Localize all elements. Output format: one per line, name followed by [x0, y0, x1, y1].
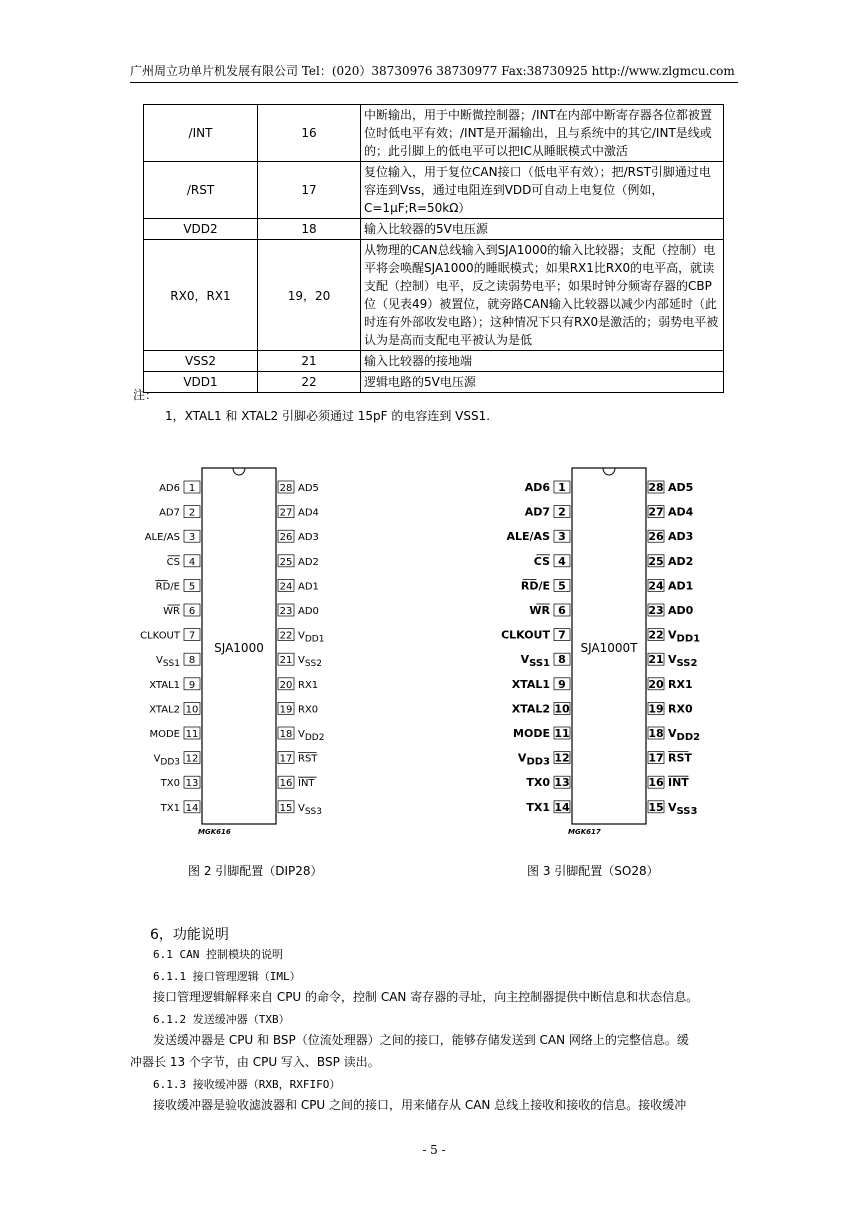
right-pin [278, 801, 322, 817]
pin-number: 8 [188, 655, 196, 667]
left-pin [512, 678, 570, 691]
right-pin [648, 801, 697, 817]
pin-number: 11 [554, 727, 570, 740]
right-pin [648, 555, 693, 568]
pin-number: 27 [279, 507, 293, 519]
left-pin [159, 506, 200, 519]
pin-label: VDD2 [668, 727, 701, 743]
chip-dip28 [140, 468, 324, 836]
table-row [144, 105, 724, 162]
pin-number: 19，20 [258, 240, 361, 351]
left-pin [155, 579, 200, 592]
pin-label: AD0 [668, 604, 694, 617]
pin-number: 12 [554, 751, 570, 765]
left-pin [149, 678, 200, 691]
pin-label: RD/E [520, 579, 550, 593]
pin-number: 22 [258, 372, 361, 393]
left-pin [140, 629, 200, 642]
chip-code: MGK617 [568, 828, 601, 836]
pin-number: 6 [188, 606, 196, 617]
pin-number: 16 [648, 776, 664, 790]
table-row [144, 240, 724, 351]
pin-number: 17 [258, 162, 361, 219]
pin-number: 14 [554, 800, 570, 814]
pin-label: VDD2 [298, 729, 325, 743]
note-label: 注： [133, 388, 158, 402]
pin-label: RX1 [668, 677, 693, 691]
paragraph-6-1-2-line2: 冲器长 13 个字节，由 CPU 写入、BSP 读出。 [130, 1055, 380, 1069]
pin-label: INT [298, 778, 315, 790]
pin-number: 15 [279, 802, 293, 814]
left-pin [526, 801, 570, 814]
pin-number: 23 [648, 604, 664, 617]
right-pin [648, 653, 697, 669]
pin-number: 15 [648, 800, 664, 814]
pin-number: 6 [558, 604, 566, 617]
right-pin [648, 727, 700, 743]
pin-label: AD0 [298, 606, 319, 617]
right-pin [648, 506, 694, 519]
pin-label: TX1 [526, 800, 550, 814]
right-pin [278, 604, 319, 617]
note-item: 1，XTAL1 和 XTAL2 引脚必须通过 15pF 的电容连到 VSS1. [165, 409, 491, 423]
right-pin [278, 702, 318, 715]
left-pin [149, 702, 200, 715]
pin-number: 21 [648, 653, 664, 667]
pin-label: AD7 [159, 507, 180, 519]
right-pin [278, 481, 319, 494]
left-pin [521, 579, 570, 592]
pin-label: VDD3 [153, 753, 180, 768]
pin-label: AD4 [298, 507, 319, 519]
pin-number: 7 [188, 630, 196, 642]
pin-label: VSS1 [520, 653, 550, 670]
chip-code: MGK616 [198, 828, 231, 836]
pin-label: AD7 [524, 505, 550, 519]
pin-label: AD2 [298, 556, 319, 568]
right-pin [648, 702, 693, 715]
right-pin [648, 678, 693, 691]
pin-name: VSS2 [144, 351, 258, 372]
pin-number: 20 [648, 677, 664, 691]
pin-label: MODE [513, 727, 550, 740]
pin-name: RX0，RX1 [144, 240, 258, 351]
right-pin [648, 604, 694, 617]
table-row [144, 162, 724, 219]
left-pin [518, 752, 570, 768]
pin-description: 中断输出，用于中断微控制器；/INT在内部中断寄存器各位都被置位时低电平有效；/INT是开漏输出，且与系统中的其它/INT是线或的；此引脚上的低电平可以把IC从睡眠模式中激活 [361, 105, 724, 162]
right-pin [278, 727, 324, 743]
pin-number: 13 [554, 776, 570, 790]
left-pin [145, 530, 200, 543]
left-pin [513, 727, 570, 740]
left-pin [149, 727, 200, 740]
pin-number: 28 [279, 483, 293, 494]
pin-number: 18 [279, 729, 293, 740]
pin-label: WR [163, 606, 180, 617]
pin-label: TX0 [526, 776, 550, 790]
chip-so28 [501, 468, 700, 836]
pin-number: 23 [279, 606, 293, 617]
left-pin [529, 604, 570, 617]
right-pin [278, 629, 324, 645]
pin-number: 5 [558, 579, 566, 593]
dip28-pinout-diagram [120, 462, 460, 842]
left-pin [512, 702, 570, 715]
pin-number: 22 [648, 628, 664, 642]
pin-number: 18 [258, 219, 361, 240]
left-pin [160, 776, 200, 789]
pin-number: 19 [648, 702, 664, 716]
pin-label: WR [529, 604, 550, 617]
pin-label: RX0 [668, 702, 693, 716]
chip-label: SJA1000 [214, 641, 264, 655]
pin-number: 28 [648, 481, 664, 494]
right-pin [648, 629, 700, 645]
pin-number: 4 [188, 556, 196, 568]
pin-label: VDD1 [668, 628, 701, 645]
pin-number: 26 [279, 532, 293, 544]
pin-label: VDD3 [517, 751, 550, 768]
right-pin [278, 555, 319, 568]
right-pin [278, 579, 319, 592]
pin-number: 13 [185, 778, 199, 790]
subsection-6-1-1: 6.1.1 接口管理逻辑（IML） [153, 970, 301, 983]
left-pin [163, 604, 200, 617]
pin-number: 17 [279, 753, 293, 765]
left-pin [525, 506, 570, 519]
subsection-6-1: 6.1 CAN 控制模块的说明 [153, 948, 283, 961]
page-number: - 5 - [422, 1143, 446, 1157]
pin-label: RX1 [298, 679, 319, 691]
pin-number: 18 [648, 727, 664, 740]
pin-label: ALE/AS [506, 530, 550, 544]
pin-number: 11 [185, 729, 199, 740]
pin-number: 22 [279, 630, 293, 642]
right-pin [278, 776, 317, 789]
pin-number: 1 [188, 483, 196, 494]
paragraph-6-1-2-line1: 发送缓冲器是 CPU 和 BSP（位流处理器）之间的接口，能够存储发送到 CAN 网络上的完整信息。缓 [153, 1033, 689, 1047]
pin-label: CLKOUT [501, 628, 550, 642]
pin-label: XTAL2 [511, 702, 550, 716]
pin-name: /INT [144, 105, 258, 162]
section-title: 6，功能说明 [150, 927, 229, 943]
pin-number: 5 [188, 581, 196, 593]
header-rule [130, 82, 738, 83]
pin-number: 9 [188, 679, 196, 691]
pin-label: RST [298, 753, 318, 765]
pin-label: ALE/AS [144, 532, 180, 544]
pin-number: 25 [648, 554, 664, 568]
right-pin [278, 752, 318, 765]
pin-number: 20 [279, 679, 293, 691]
pin-label: AD5 [668, 481, 694, 494]
pin-label: AD4 [668, 505, 694, 519]
pin-label: AD1 [298, 581, 319, 593]
pin-number: 21 [279, 655, 293, 667]
pin-number: 21 [258, 351, 361, 372]
left-pin [160, 801, 200, 814]
pin-number: 8 [558, 653, 566, 667]
pin-name: VDD2 [144, 219, 258, 240]
pin-number: 2 [188, 507, 196, 519]
pin-description: 复位输入，用于复位CAN接口（低电平有效）；把/RST引脚通过电容连到Vss，通过电阻连到VDD可自动上电复位（例如，C=1μF;R=50kΩ） [361, 162, 724, 219]
right-pin [278, 653, 322, 669]
right-pin [648, 530, 693, 543]
table-row [144, 351, 724, 372]
right-pin [648, 481, 693, 494]
pin-name: /RST [144, 162, 258, 219]
pin-label: INT [668, 776, 689, 790]
pin-number: 3 [558, 530, 566, 544]
so28-pinout-diagram [490, 462, 830, 842]
left-pin [507, 530, 571, 543]
table-row [144, 219, 724, 240]
pin-number: 24 [279, 581, 293, 593]
pin-number: 17 [648, 751, 664, 765]
subsection-6-1-3: 6.1.3 接收缓冲器（RXB，RXFIFO） [153, 1078, 341, 1091]
page-header: 广州周立功单片机发展有限公司 Tel：(020）38730976 38730977 Fax:38730925 http://www.zlgmcu.com [130, 64, 735, 78]
pin-description: 逻辑电路的5V电压源 [361, 372, 724, 393]
pin-label: XTAL1 [511, 677, 550, 691]
pin-description-table [143, 104, 724, 393]
right-pin [648, 752, 692, 765]
right-pin [278, 530, 319, 543]
left-pin [526, 776, 570, 789]
pin-label: CS [533, 554, 550, 568]
pin-name: VDD1 [144, 372, 258, 393]
left-pin [521, 653, 570, 669]
left-pin [534, 555, 570, 568]
pin-label: AD2 [668, 554, 694, 568]
pin-number: 27 [648, 505, 664, 519]
paragraph-6-1-1: 接口管理逻辑解释来自 CPU 的命令，控制 CAN 寄存器的寻址，向主控制器提供中断信息和状态信息。 [153, 990, 699, 1004]
right-pin [278, 678, 318, 691]
pin-label: XTAL2 [149, 704, 180, 716]
right-pin [648, 776, 689, 789]
pin-label: XTAL1 [149, 679, 180, 691]
chip-label: SJA1000T [580, 641, 638, 655]
pin-number: 12 [185, 753, 199, 765]
pin-label: VSS3 [668, 800, 698, 817]
pin-label: RD/E [155, 581, 180, 593]
pin-label: VSS2 [668, 653, 698, 670]
pin-number: 25 [279, 556, 293, 568]
pin-label: AD6 [524, 481, 550, 494]
pin-label: AD3 [298, 532, 319, 544]
pin-number: 3 [188, 532, 196, 544]
figure-2-caption: 图 2 引脚配置（DIP28） [188, 864, 323, 878]
paragraph-6-1-3: 接收缓冲器是验收滤波器和 CPU 之间的接口，用来储存从 CAN 总线上接收和接收的信息。接收缓冲 [153, 1098, 687, 1112]
pin-description: 从物理的CAN总线输入到SJA1000的输入比较器；支配（控制）电平将会唤醒SJA1000的睡眠模式；如果RX1比RX0的电平高，就读支配（控制）电平，反之读弱势电平；如果时钟分频寄存器的CBP位（见表49）被置位，就旁路CAN输入比较器以减少内部延时（此时连有外部收发电路）；这种情况下只有RX0是激活的；弱势电平被认为是高而支配电平被认为是低 [361, 240, 724, 351]
pin-label: VDD1 [298, 630, 325, 645]
right-pin [648, 579, 693, 592]
pin-number: 19 [279, 704, 293, 716]
pin-label: AD6 [159, 483, 180, 494]
pin-number: 16 [279, 778, 293, 790]
left-pin [156, 653, 200, 669]
left-pin [525, 481, 570, 494]
left-pin [159, 481, 200, 494]
pin-number: 7 [558, 628, 566, 642]
left-pin [154, 752, 200, 768]
pin-number: 4 [558, 554, 566, 568]
pin-number: 10 [185, 704, 199, 716]
pin-number: 14 [185, 802, 199, 814]
pin-label: TX0 [160, 778, 180, 790]
pin-number: 26 [648, 530, 664, 544]
pin-label: AD5 [298, 483, 319, 494]
pin-number: 24 [648, 579, 664, 593]
figure-3-caption: 图 3 引脚配置（SO28） [527, 864, 659, 878]
pin-label: VSS3 [298, 802, 322, 817]
pin-number: 16 [258, 105, 361, 162]
pin-label: RST [668, 751, 692, 765]
pin-label: AD3 [668, 530, 694, 544]
table-row [144, 372, 724, 393]
pin-label: TX1 [160, 802, 180, 814]
pin-label: CS [166, 556, 180, 568]
pin-label: MODE [149, 729, 180, 740]
right-pin [278, 506, 319, 519]
pin-description: 输入比较器的5V电压源 [361, 219, 724, 240]
left-pin [167, 555, 200, 568]
pin-description: 输入比较器的接地端 [361, 351, 724, 372]
pin-number: 10 [554, 702, 570, 716]
pin-label: VSS1 [156, 655, 180, 670]
pin-label: CLKOUT [140, 630, 180, 642]
left-pin [501, 629, 570, 642]
pin-number: 1 [558, 481, 566, 494]
subsection-6-1-2: 6.1.2 发送缓冲器（TXB） [153, 1013, 290, 1026]
pin-number: 2 [558, 505, 566, 519]
pin-label: RX0 [298, 704, 319, 716]
pin-label: AD1 [668, 579, 694, 593]
pin-number: 9 [558, 677, 566, 691]
pin-label: VSS2 [298, 655, 322, 670]
